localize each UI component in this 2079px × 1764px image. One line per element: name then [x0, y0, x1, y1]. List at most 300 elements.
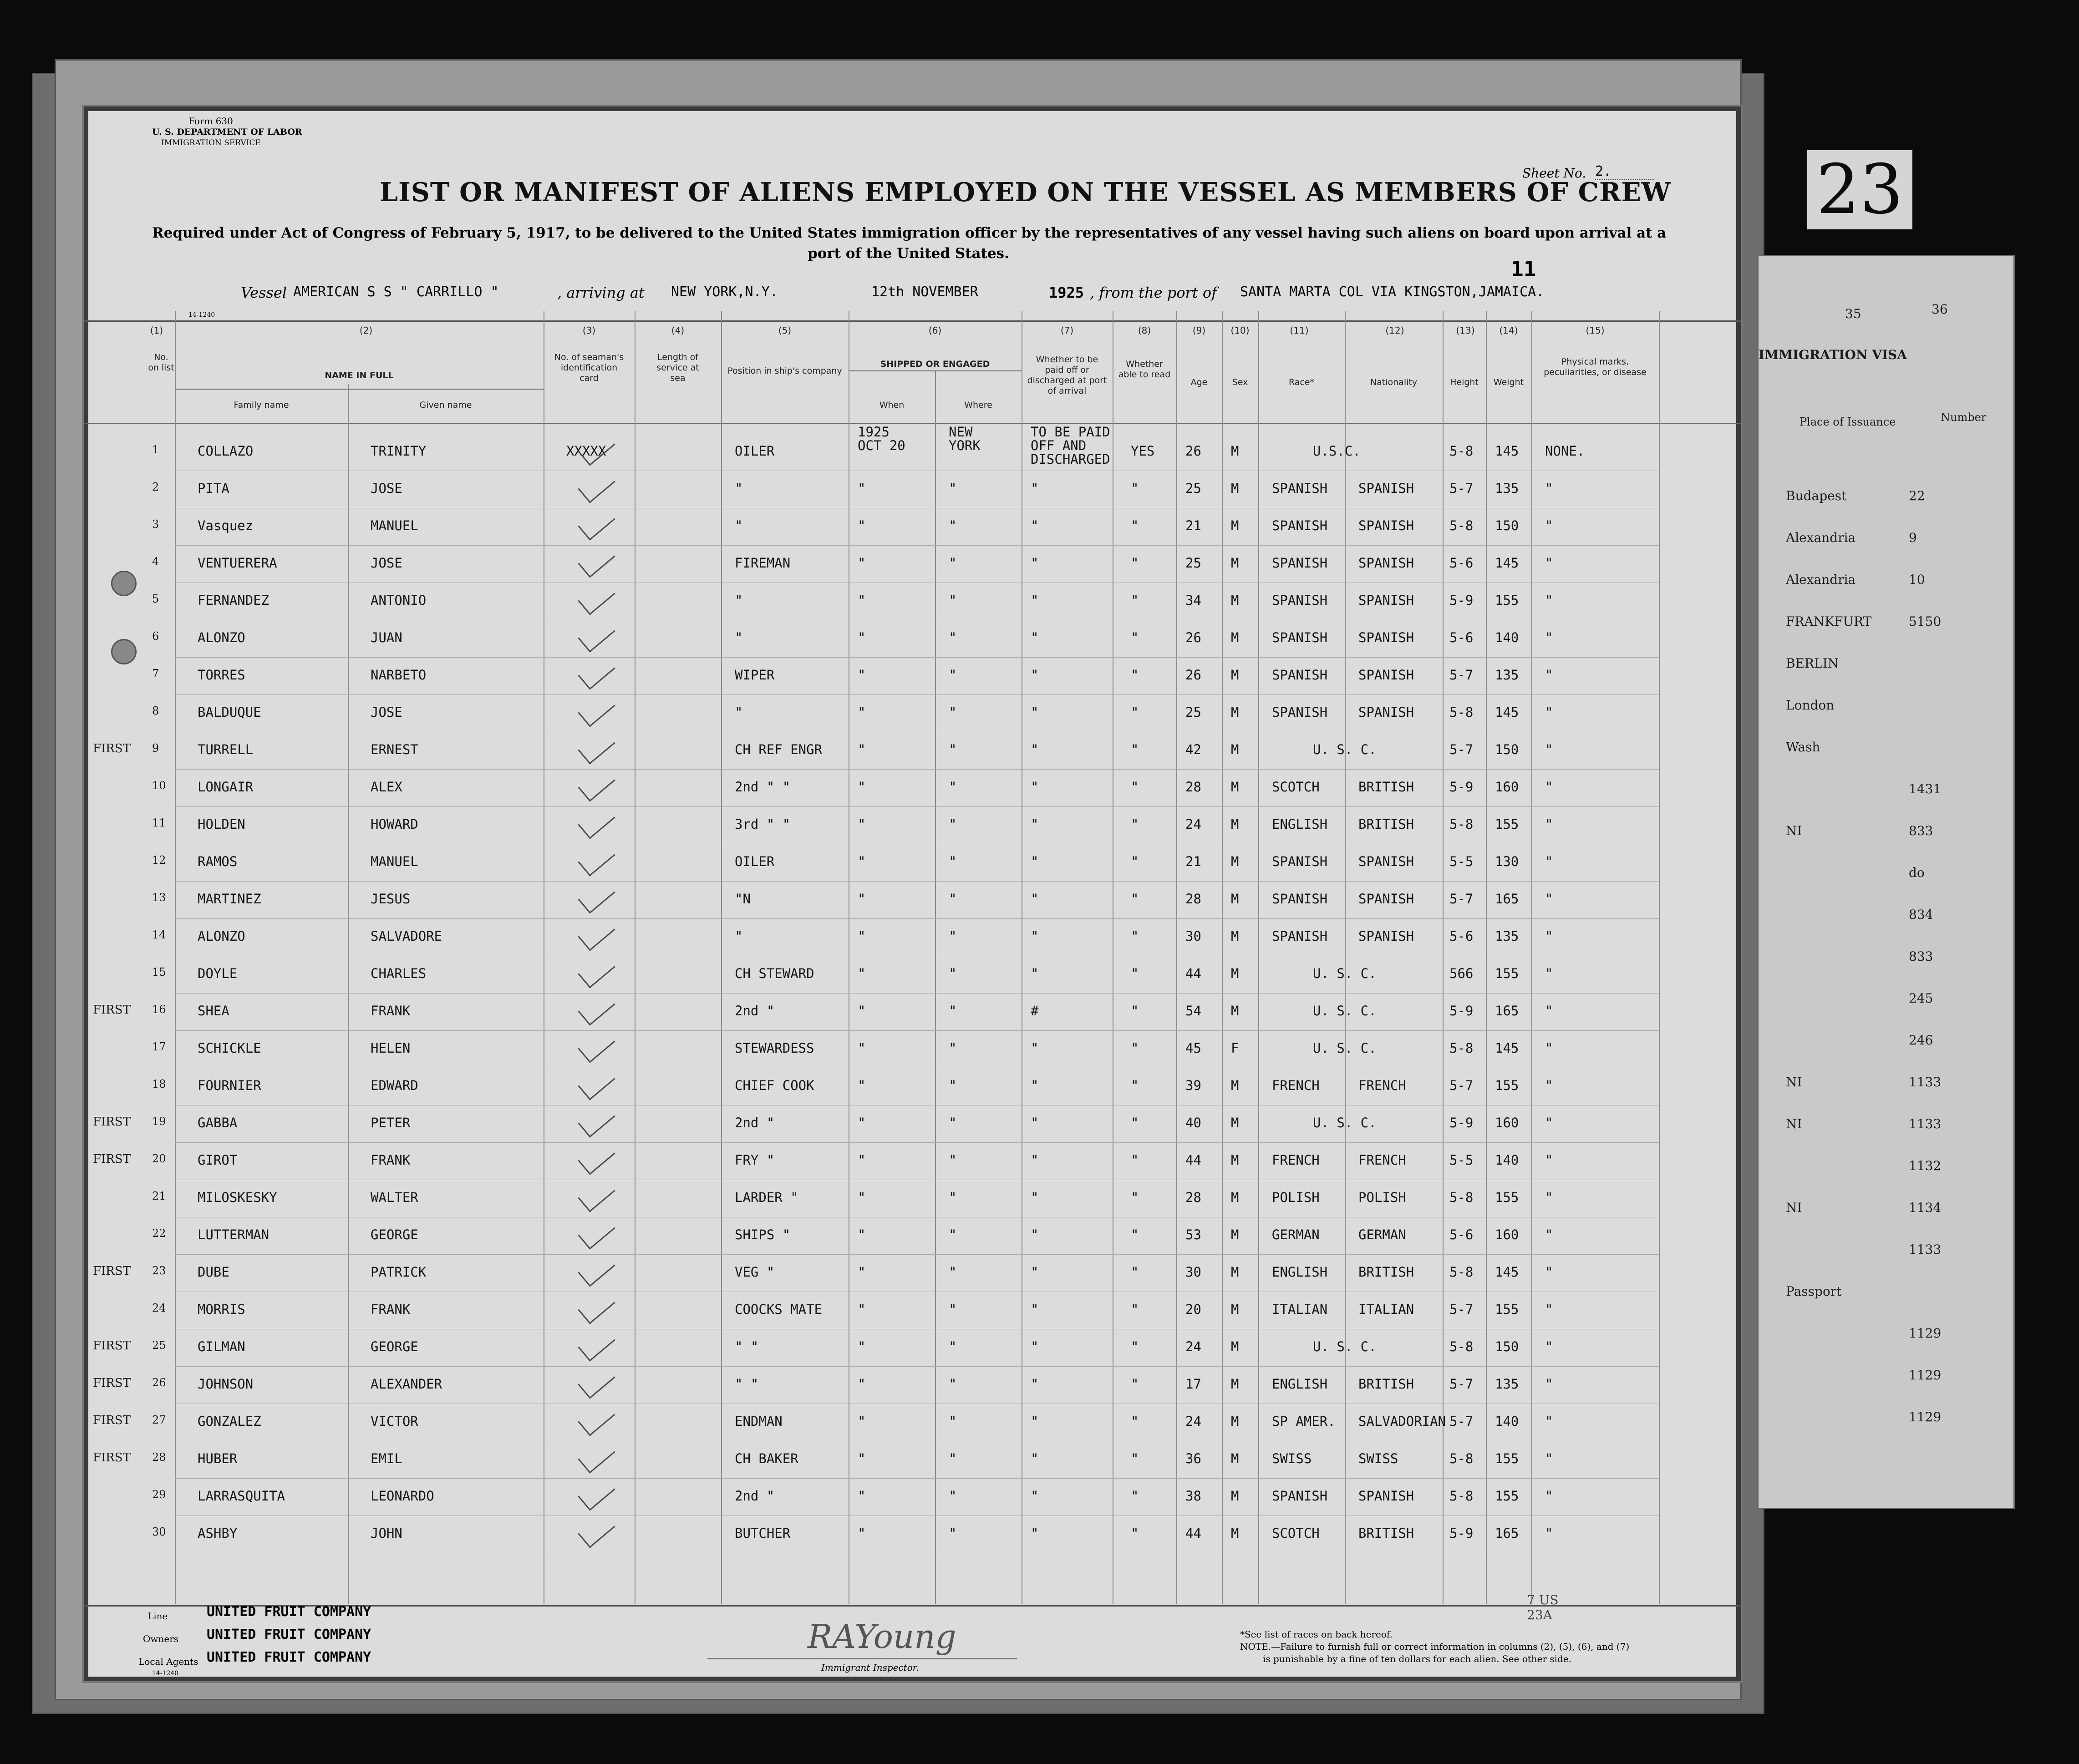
cell-position: CH BAKER	[735, 1451, 798, 1466]
cell-family: HOLDEN	[198, 816, 245, 832]
cell-position: STEWARDESS	[735, 1040, 814, 1056]
cell-paid: "	[1031, 593, 1039, 608]
cell-nationality: BRITISH	[1358, 779, 1414, 795]
cell-position: "	[735, 593, 743, 608]
cell-weight: 155	[1495, 1078, 1519, 1093]
header-family-name: Family name	[234, 400, 289, 410]
cell-height: 5-7	[1449, 481, 1474, 496]
cell-family: DUBE	[198, 1264, 229, 1280]
cell-paid: "	[1031, 1264, 1039, 1280]
row-rule	[175, 769, 1659, 770]
cell-read: "	[1131, 1115, 1139, 1130]
cell-physical: "	[1545, 854, 1553, 869]
table-row	[84, 891, 1741, 928]
cell-family: PITA	[198, 481, 229, 496]
cell-paid: "	[1031, 1152, 1039, 1168]
table-row	[84, 1190, 1741, 1226]
cell-position: "	[735, 928, 743, 944]
cell-age: 40	[1185, 1115, 1201, 1130]
visa-number: 833	[1909, 823, 1933, 838]
cell-race: SCOTCH	[1272, 779, 1320, 795]
visa-number: 1133	[1909, 1075, 1942, 1090]
table-row	[84, 705, 1741, 741]
visa-place: Passport	[1786, 1284, 1842, 1299]
cell-when: "	[858, 1003, 866, 1019]
cell-family: Vasquez	[198, 518, 254, 533]
right-number-header: Number	[1941, 411, 1987, 424]
cell-height: 5-6	[1449, 928, 1474, 944]
cell-position: "	[735, 518, 743, 533]
cell-physical: "	[1545, 1451, 1553, 1466]
cell-paid: "	[1031, 854, 1039, 869]
cell-family: RAMOS	[198, 854, 238, 869]
cell-family: GABBA	[198, 1115, 238, 1130]
cell-nationality: BRITISH	[1358, 1264, 1414, 1280]
form-number: Form 630	[188, 116, 233, 127]
cell-nationality: SPANISH	[1358, 593, 1414, 608]
cell-no: 26	[152, 1376, 166, 1389]
cell-weight: 150	[1495, 518, 1519, 533]
cell-no: 20	[152, 1152, 166, 1165]
cell-race: U. S. C.	[1313, 1339, 1377, 1354]
table-row	[84, 1078, 1741, 1114]
cell-family: MILOSKESKY	[198, 1190, 277, 1205]
table-row	[84, 1376, 1741, 1413]
cell-nationality: SPANISH	[1358, 854, 1414, 869]
cell-height: 5-7	[1449, 1078, 1474, 1093]
cell-race: ITALIAN	[1272, 1302, 1328, 1317]
visa-number: 834	[1909, 907, 1933, 922]
cell-no: 8	[152, 705, 159, 717]
cell-paid: "	[1031, 630, 1039, 645]
row-rule	[175, 694, 1659, 695]
cell-sex: M	[1231, 816, 1239, 832]
cell-read: "	[1131, 1339, 1139, 1354]
table-row	[84, 966, 1741, 1002]
colnum-7: (7)	[1060, 325, 1074, 336]
cell-race: SPANISH	[1272, 854, 1328, 869]
right-visa-header: IMMIGRATION VISA	[1759, 347, 1907, 362]
cell-paid: "	[1031, 779, 1039, 795]
cell-weight: 145	[1495, 555, 1519, 571]
cell-race: SPANISH	[1272, 891, 1328, 907]
cell-nationality: FRENCH	[1358, 1078, 1406, 1093]
from-port: SANTA MARTA COL VIA KINGSTON,JAMAICA.	[1240, 284, 1545, 300]
cell-where: "	[949, 705, 957, 720]
cell-position: OILER	[735, 854, 775, 869]
cell-age: 26	[1185, 443, 1201, 459]
table-row	[84, 630, 1741, 666]
cell-paid: "	[1031, 1040, 1039, 1056]
cell-given: EDWARD	[371, 1078, 418, 1093]
cell-physical: "	[1545, 1115, 1553, 1130]
cell-family: GILMAN	[198, 1339, 245, 1354]
colnum-3: (3)	[582, 325, 596, 336]
cell-race: ENGLISH	[1272, 1376, 1328, 1392]
cell-position: CHIEF COOK	[735, 1078, 814, 1093]
cell-race: SPANISH	[1272, 593, 1328, 608]
cell-when: "	[858, 854, 866, 869]
cell-height: 5-6	[1449, 555, 1474, 571]
cell-read: "	[1131, 667, 1139, 683]
cell-read: "	[1131, 481, 1139, 496]
cell-height: 5-8	[1449, 443, 1474, 459]
cell-age: 53	[1185, 1227, 1201, 1242]
header-nationality: Nationality	[1370, 377, 1418, 387]
cell-race: U.S.C.	[1313, 443, 1361, 459]
footer-agents: UNITED FRUIT COMPANY	[207, 1649, 371, 1665]
visa-number: 22	[1909, 488, 1925, 503]
table-row	[84, 1414, 1741, 1450]
cell-position: " "	[735, 1339, 759, 1354]
cell-physical: "	[1545, 891, 1553, 907]
cell-family: LUTTERMAN	[198, 1227, 269, 1242]
cell-where: "	[949, 1040, 957, 1056]
cell-where: "	[949, 518, 957, 533]
cell-where: "	[949, 1302, 957, 1317]
cell-where: "	[949, 966, 957, 981]
cell-age: 28	[1185, 779, 1201, 795]
visa-number: 1129	[1909, 1409, 1942, 1424]
cell-family: FERNANDEZ	[198, 593, 269, 608]
cell-no: 18	[152, 1078, 166, 1090]
cell-age: 45	[1185, 1040, 1201, 1056]
cell-physical: "	[1545, 1190, 1553, 1205]
cell-position: WIPER	[735, 667, 775, 683]
cell-nationality: SWISS	[1358, 1451, 1398, 1466]
visa-number: 9	[1909, 530, 1917, 545]
visa-place: NI	[1786, 1200, 1802, 1215]
cell-where: "	[949, 779, 957, 795]
footer-code: 14-1240	[152, 1670, 179, 1677]
visa-place: BERLIN	[1786, 656, 1839, 671]
header-bottom-line	[84, 423, 1741, 424]
cell-position: VEG "	[735, 1264, 775, 1280]
cell-no: 4	[152, 555, 159, 568]
cell-sex: M	[1231, 1115, 1239, 1130]
cell-given: SALVADORE	[371, 928, 442, 944]
header-when: When	[879, 400, 905, 410]
visa-number: 1431	[1909, 781, 1942, 796]
cell-read: "	[1131, 816, 1139, 832]
cell-no: 29	[152, 1488, 166, 1501]
cell-read: "	[1131, 555, 1139, 571]
row-rule	[175, 1478, 1659, 1479]
cell-nationality: FRENCH	[1358, 1152, 1406, 1168]
cell-sex: M	[1231, 705, 1239, 720]
cell-sex: M	[1231, 555, 1239, 571]
cell-height: 5-8	[1449, 1040, 1474, 1056]
cell-physical: "	[1545, 667, 1553, 683]
cell-where: "	[949, 1115, 957, 1130]
cell-given: CHARLES	[371, 966, 427, 981]
cell-no: 22	[152, 1227, 166, 1240]
right-sheet	[1757, 255, 2015, 1509]
cell-given: ALEX	[371, 779, 402, 795]
header-paid-off: Whether to be paid off or discharged at port of arrival	[1027, 355, 1107, 396]
cell-physical: "	[1545, 742, 1553, 757]
cell-family: ALONZO	[198, 630, 245, 645]
cell-height: 5-7	[1449, 667, 1474, 683]
cell-weight: 155	[1495, 816, 1519, 832]
cell-sex: M	[1231, 1376, 1239, 1392]
cell-paid: #	[1031, 1003, 1039, 1019]
cell-sex: F	[1231, 1040, 1239, 1056]
cell-height: 5-6	[1449, 630, 1474, 645]
cell-no: 15	[152, 966, 166, 978]
cell-given: MANUEL	[371, 854, 418, 869]
header-age: Age	[1190, 377, 1208, 387]
arrival-year: 1925	[1049, 284, 1084, 301]
cell-height: 5-8	[1449, 816, 1474, 832]
cell-race: SPANISH	[1272, 630, 1328, 645]
vessel-name: AMERICAN S S " CARRILLO "	[293, 284, 499, 300]
cell-race: SPANISH	[1272, 481, 1328, 496]
cell-paid: "	[1031, 1227, 1039, 1242]
cell-no: 13	[152, 891, 166, 904]
cell-weight: 145	[1495, 705, 1519, 720]
cell-family: DOYLE	[198, 966, 238, 981]
cell-no: 25	[152, 1339, 166, 1352]
cell-where: "	[949, 667, 957, 683]
cell-height: 5-7	[1449, 742, 1474, 757]
header-height: Height	[1450, 377, 1479, 387]
table-row	[84, 1264, 1741, 1301]
cell-where: "	[949, 555, 957, 571]
cell-no: 5	[152, 593, 159, 605]
colnum-11: (11)	[1290, 325, 1309, 336]
colnum-15: (15)	[1586, 325, 1605, 336]
cell-where: "	[949, 630, 957, 645]
cell-paid: TO BE PAID OFF AND DISCHARGED	[1031, 424, 1110, 467]
cell-sex: M	[1231, 518, 1239, 533]
cell-no: 9	[152, 742, 159, 755]
header-position: Position in ship's company	[727, 366, 842, 376]
cell-family: MORRIS	[198, 1302, 245, 1317]
cell-paid: "	[1031, 555, 1039, 571]
cell-no: 2	[152, 481, 159, 493]
cell-read: "	[1131, 1264, 1139, 1280]
right-place-header: Place of Issuance	[1799, 416, 1896, 428]
cell-read: "	[1131, 854, 1139, 869]
cell-where: "	[949, 1376, 957, 1392]
cell-where: "	[949, 1003, 957, 1019]
cell-read: "	[1131, 1003, 1139, 1019]
cell-family: MARTINEZ	[198, 891, 261, 907]
row-rule	[175, 993, 1659, 994]
cell-height: 5-8	[1449, 1488, 1474, 1504]
cell-sex: M	[1231, 1451, 1239, 1466]
header-race: Race*	[1288, 377, 1315, 387]
cell-nationality: POLISH	[1358, 1190, 1406, 1205]
cell-physical: "	[1545, 1302, 1553, 1317]
form-dept: U. S. DEPARTMENT OF LABOR	[152, 127, 302, 137]
cell-when: "	[858, 705, 866, 720]
cell-height: 5-8	[1449, 518, 1474, 533]
cell-read: "	[1131, 1190, 1139, 1205]
cell-when: "	[858, 630, 866, 645]
cell-physical: "	[1545, 630, 1553, 645]
cell-when: "	[858, 1526, 866, 1541]
visa-place: London	[1786, 698, 1835, 713]
table-row	[84, 1227, 1741, 1263]
cell-weight: 130	[1495, 854, 1519, 869]
cell-where: "	[949, 1190, 957, 1205]
cell-nationality: BRITISH	[1358, 816, 1414, 832]
cell-physical: "	[1545, 1488, 1553, 1504]
cell-given: JUAN	[371, 630, 402, 645]
cell-paid: "	[1031, 667, 1039, 683]
cell-paid: "	[1031, 742, 1039, 757]
cell-given: JOSE	[371, 705, 402, 720]
cell-where: "	[949, 593, 957, 608]
cell-when: "	[858, 481, 866, 496]
cell-sex: M	[1231, 779, 1239, 795]
table-row	[84, 816, 1741, 853]
cell-age: 36	[1185, 1451, 1201, 1466]
arriving-port: NEW YORK,N.Y.	[671, 284, 778, 300]
cell-height: 5-6	[1449, 1227, 1474, 1242]
footer-agents-label: Local Agents	[138, 1656, 198, 1667]
cell-sex: M	[1231, 443, 1239, 459]
cell-sex: M	[1231, 1227, 1239, 1242]
cell-position: "N	[735, 891, 751, 907]
table-row	[84, 1040, 1741, 1077]
cell-position: "	[735, 630, 743, 645]
visa-number: 5150	[1909, 614, 1942, 629]
cell-family: GIROT	[198, 1152, 238, 1168]
cell-age: 25	[1185, 555, 1201, 571]
cell-card: XXXXX	[566, 443, 606, 459]
manifest-page	[82, 105, 1743, 1683]
cell-sex: M	[1231, 593, 1239, 608]
cell-sex: M	[1231, 1078, 1239, 1093]
cell-weight: 155	[1495, 966, 1519, 981]
cell-read: "	[1131, 1040, 1139, 1056]
cell-class: FIRST	[93, 1414, 131, 1427]
cell-read: "	[1131, 1078, 1139, 1093]
row-rule	[175, 1254, 1659, 1255]
cell-class: FIRST	[93, 1264, 131, 1278]
cell-physical: "	[1545, 1339, 1553, 1354]
cell-race: U. S. C.	[1313, 1040, 1377, 1056]
table-row	[84, 667, 1741, 704]
table-row	[84, 1152, 1741, 1189]
cell-sex: M	[1231, 1488, 1239, 1504]
cell-where: "	[949, 891, 957, 907]
visa-place: Alexandria	[1786, 572, 1856, 587]
cell-class: FIRST	[93, 1451, 131, 1465]
requirement-line-2: port of the United States.	[808, 245, 1009, 262]
cell-race: U. S. C.	[1313, 1115, 1377, 1130]
colnum-5: (5)	[778, 325, 792, 336]
cell-paid: "	[1031, 518, 1039, 533]
cell-given: VICTOR	[371, 1414, 418, 1429]
cell-age: 25	[1185, 705, 1201, 720]
cell-paid: "	[1031, 1190, 1039, 1205]
cell-physical: "	[1545, 1152, 1553, 1168]
cell-when: "	[858, 891, 866, 907]
cell-family: LARRASQUITA	[198, 1488, 285, 1504]
cell-when: "	[858, 667, 866, 683]
cell-no: 12	[152, 854, 166, 867]
cell-given: JOSE	[371, 555, 402, 571]
cell-where: "	[949, 481, 957, 496]
cell-age: 44	[1185, 1526, 1201, 1541]
cell-height: 5-7	[1449, 1302, 1474, 1317]
cell-height: 5-8	[1449, 1339, 1474, 1354]
cell-physical: "	[1545, 1227, 1553, 1242]
cell-read: "	[1131, 779, 1139, 795]
cell-age: 44	[1185, 966, 1201, 981]
cell-given: ERNEST	[371, 742, 418, 757]
cell-paid: "	[1031, 1302, 1039, 1317]
cell-weight: 160	[1495, 1115, 1519, 1130]
inspector-signature: RAYoung	[808, 1617, 956, 1656]
cell-nationality: SALVADORIAN	[1358, 1414, 1446, 1429]
cell-position: OILER	[735, 443, 775, 459]
cell-physical: "	[1545, 481, 1553, 496]
stamp-number: 23	[1807, 150, 1912, 229]
cell-age: 39	[1185, 1078, 1201, 1093]
cell-position: "	[735, 481, 743, 496]
cell-physical: "	[1545, 966, 1553, 981]
cell-when: "	[858, 1376, 866, 1392]
colnum-13: (13)	[1456, 325, 1475, 336]
cell-paid: "	[1031, 1526, 1039, 1541]
cell-class: FIRST	[93, 742, 131, 755]
cell-paid: "	[1031, 891, 1039, 907]
cell-height: 5-7	[1449, 1414, 1474, 1429]
right-col36: 36	[1932, 302, 1948, 317]
cell-when: "	[858, 1040, 866, 1056]
row-rule	[175, 881, 1659, 882]
cell-physical: "	[1545, 1078, 1553, 1093]
cell-position: 2nd "	[735, 1003, 775, 1019]
cell-age: 38	[1185, 1488, 1201, 1504]
colnum-9: (9)	[1192, 325, 1206, 336]
visa-number: 1132	[1909, 1158, 1942, 1173]
visa-place: Alexandria	[1786, 530, 1856, 545]
cell-height: 5-5	[1449, 854, 1474, 869]
cell-physical: "	[1545, 1414, 1553, 1429]
cell-where: "	[949, 928, 957, 944]
cell-race: ENGLISH	[1272, 1264, 1328, 1280]
cell-age: 30	[1185, 1264, 1201, 1280]
cell-no: 17	[152, 1040, 166, 1053]
shipped-split-line	[849, 370, 1022, 371]
cell-no: 3	[152, 518, 159, 531]
footer-line: UNITED FRUIT COMPANY	[207, 1604, 371, 1620]
table-row	[84, 928, 1741, 965]
cell-weight: 145	[1495, 1040, 1519, 1056]
table-row	[84, 854, 1741, 890]
table-row	[84, 1488, 1741, 1525]
cell-when: "	[858, 1152, 866, 1168]
cell-sex: M	[1231, 966, 1239, 981]
header-sex: Sex	[1232, 377, 1248, 387]
cell-physical: "	[1545, 1003, 1553, 1019]
cell-given: LEONARDO	[371, 1488, 434, 1504]
cell-sex: M	[1231, 630, 1239, 645]
cell-read: "	[1131, 1152, 1139, 1168]
cell-height: 5-9	[1449, 1003, 1474, 1019]
cell-read: "	[1131, 1376, 1139, 1392]
cell-read: "	[1131, 891, 1139, 907]
cell-weight: 165	[1495, 1526, 1519, 1541]
table-row	[84, 1526, 1741, 1562]
cell-family: TORRES	[198, 667, 245, 683]
